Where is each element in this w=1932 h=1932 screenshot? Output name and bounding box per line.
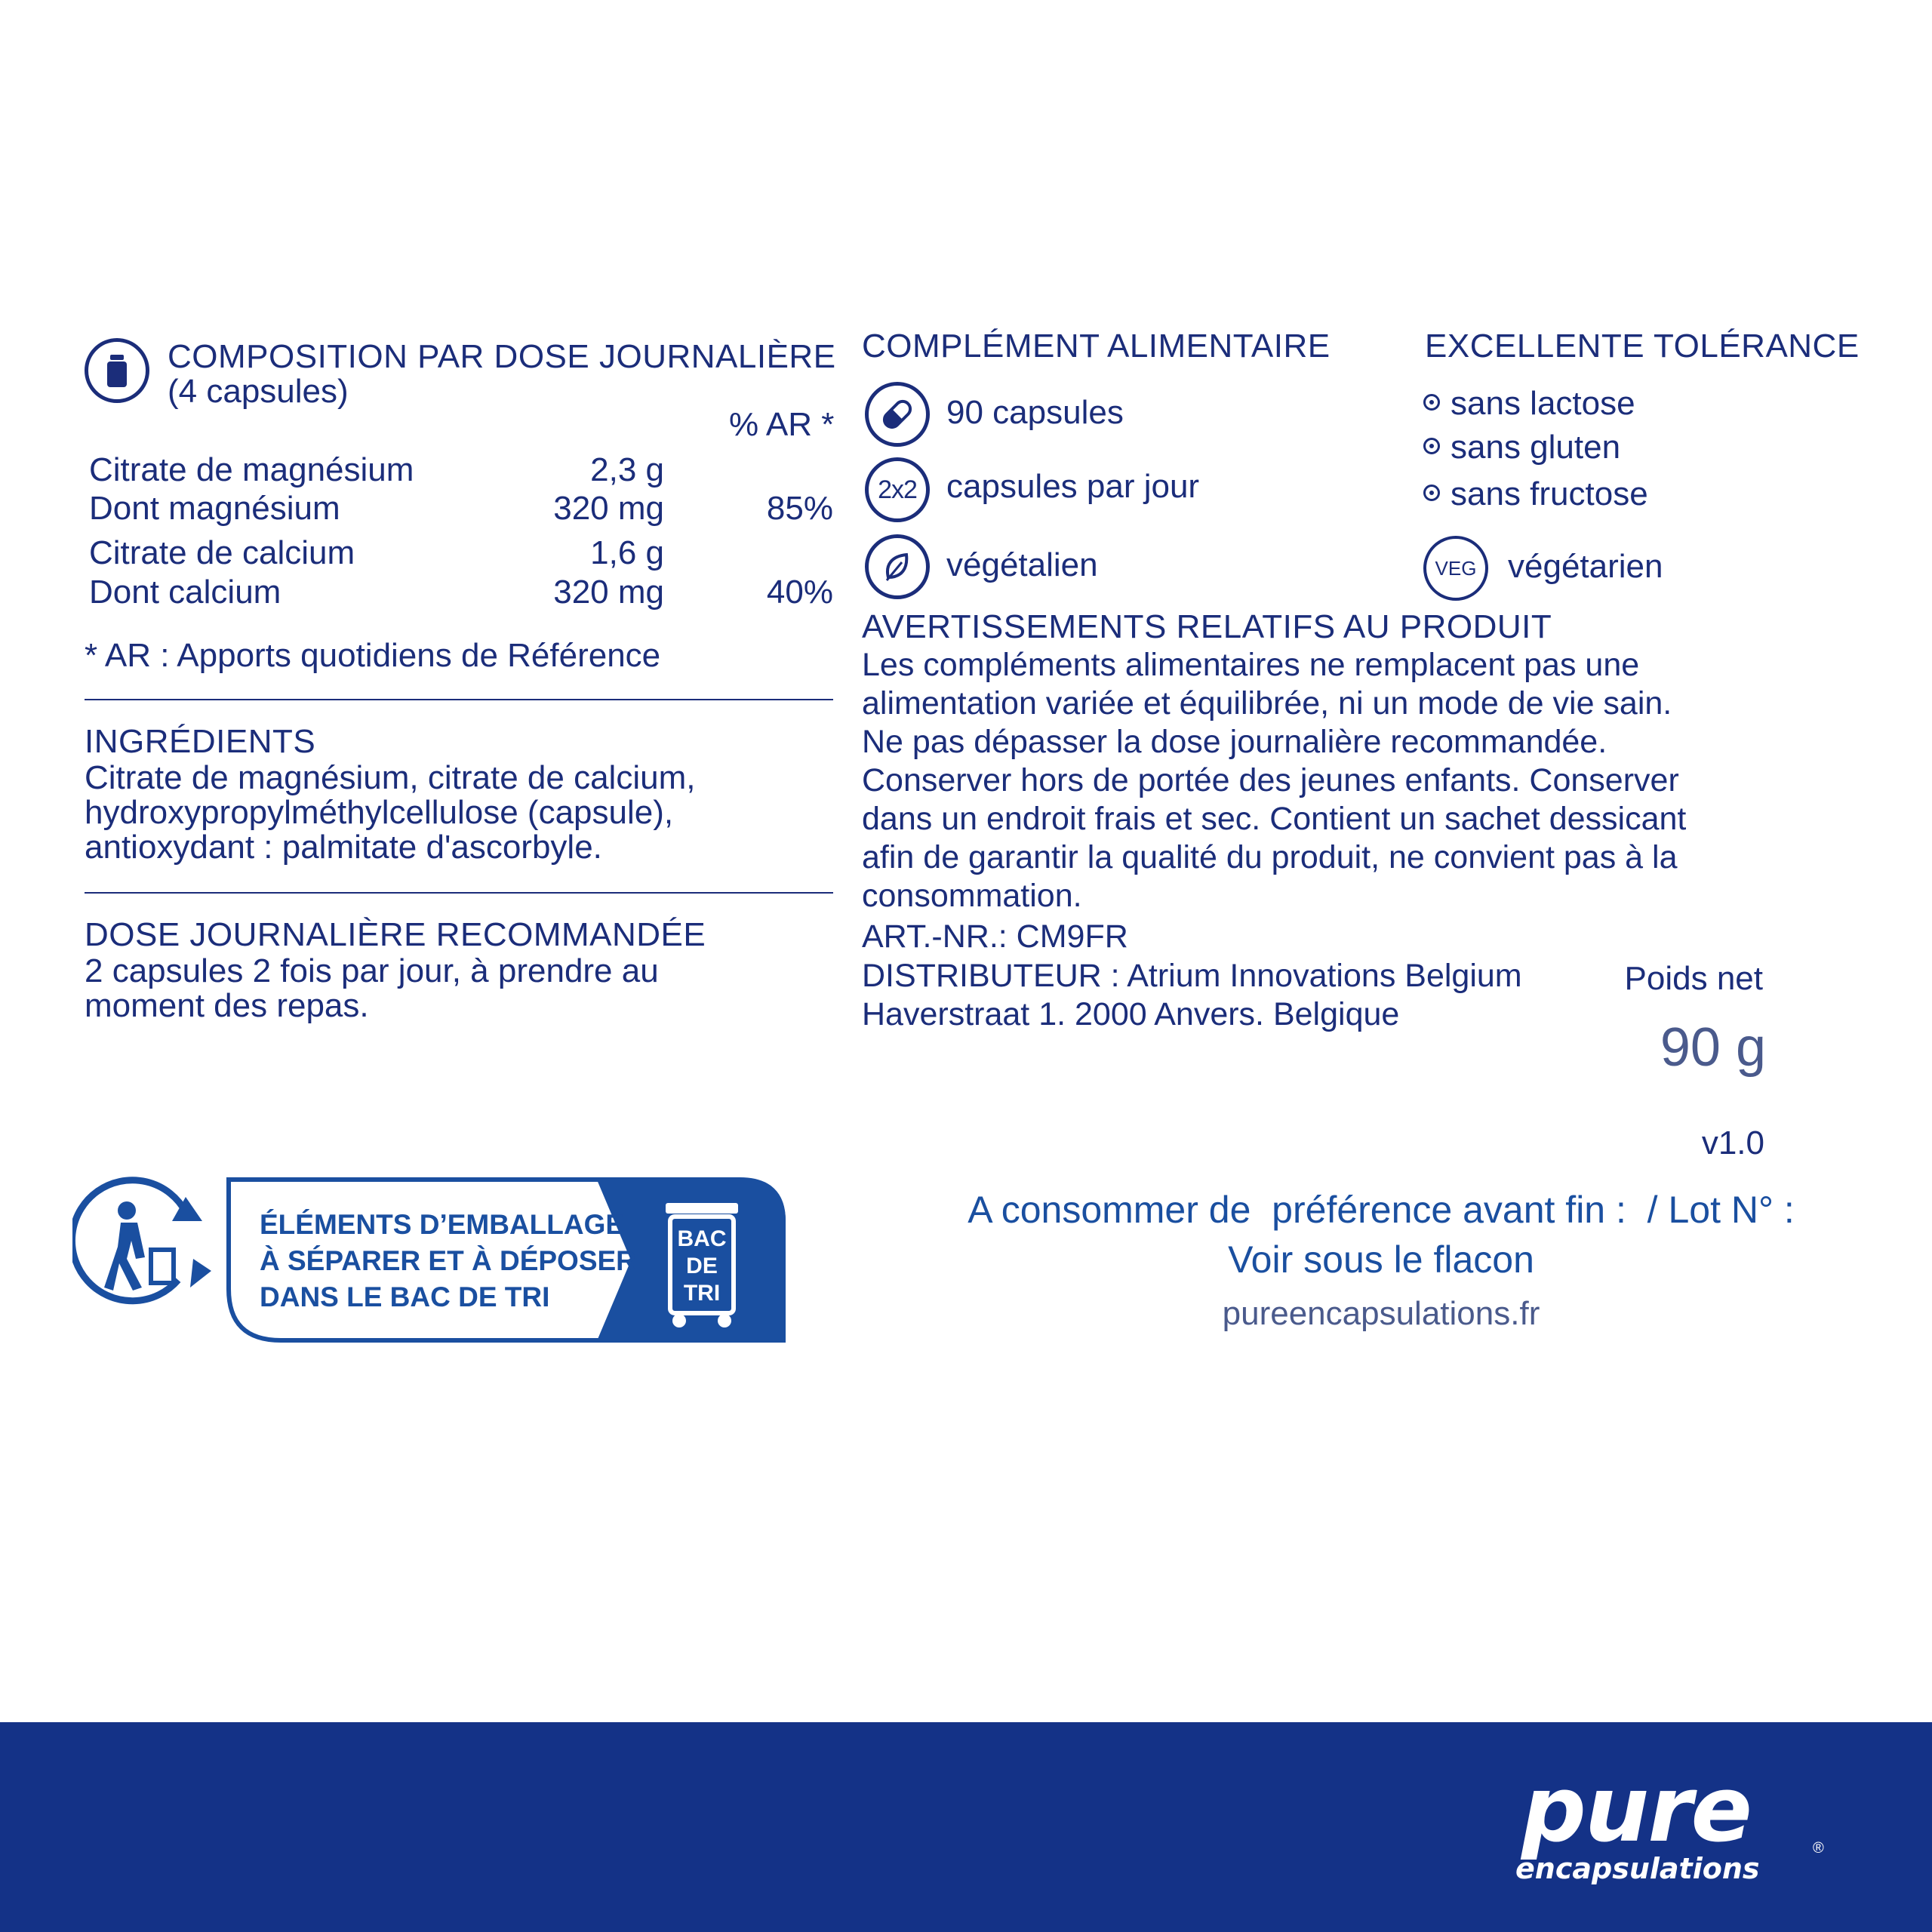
warnings-title: AVERTISSEMENTS RELATIFS AU PRODUIT: [862, 608, 1552, 645]
recycling-text-line: ÉLÉMENTS D’EMBALLAGE: [260, 1209, 625, 1240]
row-name: Citrate de magnésium: [89, 451, 414, 488]
row-amount: 320 mg: [553, 490, 664, 527]
footer-band: [0, 1722, 1932, 1932]
veg-icon-text: VEG: [1435, 557, 1477, 580]
warnings-line: Les compléments alimentaires ne remplacent pas une: [862, 647, 1640, 683]
tolerance-item-label: sans fructose: [1451, 475, 1648, 512]
ingredients-title: INGRÉDIENTS: [85, 723, 316, 760]
article-number: ART.-NR.: CM9FR: [862, 918, 1128, 955]
bullet-icon: [1423, 394, 1440, 411]
bullet-icon: [1423, 438, 1440, 454]
tolerance-item-label: sans gluten: [1451, 429, 1621, 466]
veg-icon: [1423, 536, 1488, 601]
bin-text: DE: [686, 1254, 718, 1278]
ingredients-line: hydroxypropylméthylcellulose (capsule),: [85, 794, 674, 831]
recycling-icon: [72, 1174, 213, 1307]
row-ar: 85%: [766, 490, 833, 527]
warnings-line: dans un endroit frais et sec. Contient un sachet dessicant: [862, 801, 1687, 837]
dose-title: DOSE JOURNALIÈRE RECOMMANDÉE: [85, 916, 706, 953]
row-amount: 2,3 g: [590, 451, 664, 488]
registered-mark: ®: [1813, 1840, 1824, 1857]
capsule-count: 90 capsules: [946, 394, 1124, 431]
brand-name: pure: [1521, 1758, 1751, 1863]
bin-text: BAC: [677, 1226, 727, 1251]
tolerance-item: [1423, 429, 1620, 466]
capsule-icon: [865, 382, 930, 447]
ar-header: % AR *: [729, 406, 835, 443]
row-amount: 320 mg: [553, 574, 664, 611]
website: pureencapsulations.fr: [1222, 1295, 1540, 1332]
row-name: Citrate de calcium: [89, 534, 355, 571]
row-name: Dont magnésium: [89, 490, 340, 527]
warnings-line: afin de garantir la qualité du produit, ne convient pas à la: [862, 839, 1678, 875]
best-before-text: A consommer de préférence avant fin : / Lot N° :: [968, 1189, 1795, 1231]
best-before-location: Voir sous le flacon: [1228, 1238, 1534, 1281]
distributor-line: DISTRIBUTEUR : Atrium Innovations Belgium: [862, 958, 1522, 994]
dose-line: moment des repas.: [85, 987, 369, 1024]
2x2-icon: [865, 457, 930, 522]
bullet-icon: [1423, 485, 1440, 501]
net-weight-value: 90 g: [1660, 1017, 1766, 1078]
vegan-label: végétalien: [946, 546, 1098, 583]
2x2-icon-text: 2x2: [878, 475, 917, 504]
capsules-per-day: capsules par jour: [946, 468, 1200, 505]
composition-subtitle: (4 capsules): [168, 373, 349, 410]
row-name: Dont calcium: [89, 574, 281, 611]
warnings-line: consommation.: [862, 878, 1082, 914]
leaf-icon: [865, 534, 930, 599]
recycling-text-line: DANS LE BAC DE TRI: [260, 1281, 550, 1312]
recycling-banner: [226, 1176, 786, 1343]
brand-tagline: encapsulations: [1515, 1852, 1760, 1885]
bottle-icon: [85, 338, 149, 403]
tolerance-item-label: sans lactose: [1451, 385, 1635, 422]
warnings-line: alimentation variée et équilibrée, ni un mode de vie sain.: [862, 685, 1672, 721]
ingredients-line: Citrate de magnésium, citrate de calcium,: [85, 759, 696, 796]
version: v1.0: [1701, 1124, 1764, 1161]
net-weight-label: Poids net: [1624, 960, 1763, 997]
brand-logo: [1509, 1758, 1841, 1896]
divider: [85, 892, 833, 894]
composition-title: COMPOSITION PAR DOSE JOURNALIÈRE: [168, 338, 836, 375]
tolerance-title: EXCELLENTE TOLÉRANCE: [1425, 328, 1860, 365]
divider: [85, 699, 833, 700]
warnings-line: Conserver hors de portée des jeunes enfants. Conserver: [862, 762, 1679, 798]
row-ar: 40%: [766, 574, 833, 611]
ar-footnote: * AR : Apports quotidiens de Référence: [85, 637, 661, 674]
tolerance-item: [1423, 385, 1635, 423]
complement-title: COMPLÉMENT ALIMENTAIRE: [862, 328, 1331, 365]
ingredients-line: antioxydant : palmitate d'ascorbyle.: [85, 829, 602, 866]
distributor-address: Haverstraat 1. 2000 Anvers. Belgique: [862, 996, 1400, 1032]
tolerance-item: [1423, 475, 1648, 513]
bin-text: TRI: [683, 1281, 721, 1306]
vegetarian-label: végétarien: [1508, 548, 1663, 585]
recycling-text-line: À SÉPARER ET À DÉPOSER: [260, 1245, 636, 1276]
warnings-line: Ne pas dépasser la dose journalière recommandée.: [862, 724, 1607, 760]
dose-line: 2 capsules 2 fois par jour, à prendre au: [85, 952, 659, 989]
row-amount: 1,6 g: [590, 534, 664, 571]
